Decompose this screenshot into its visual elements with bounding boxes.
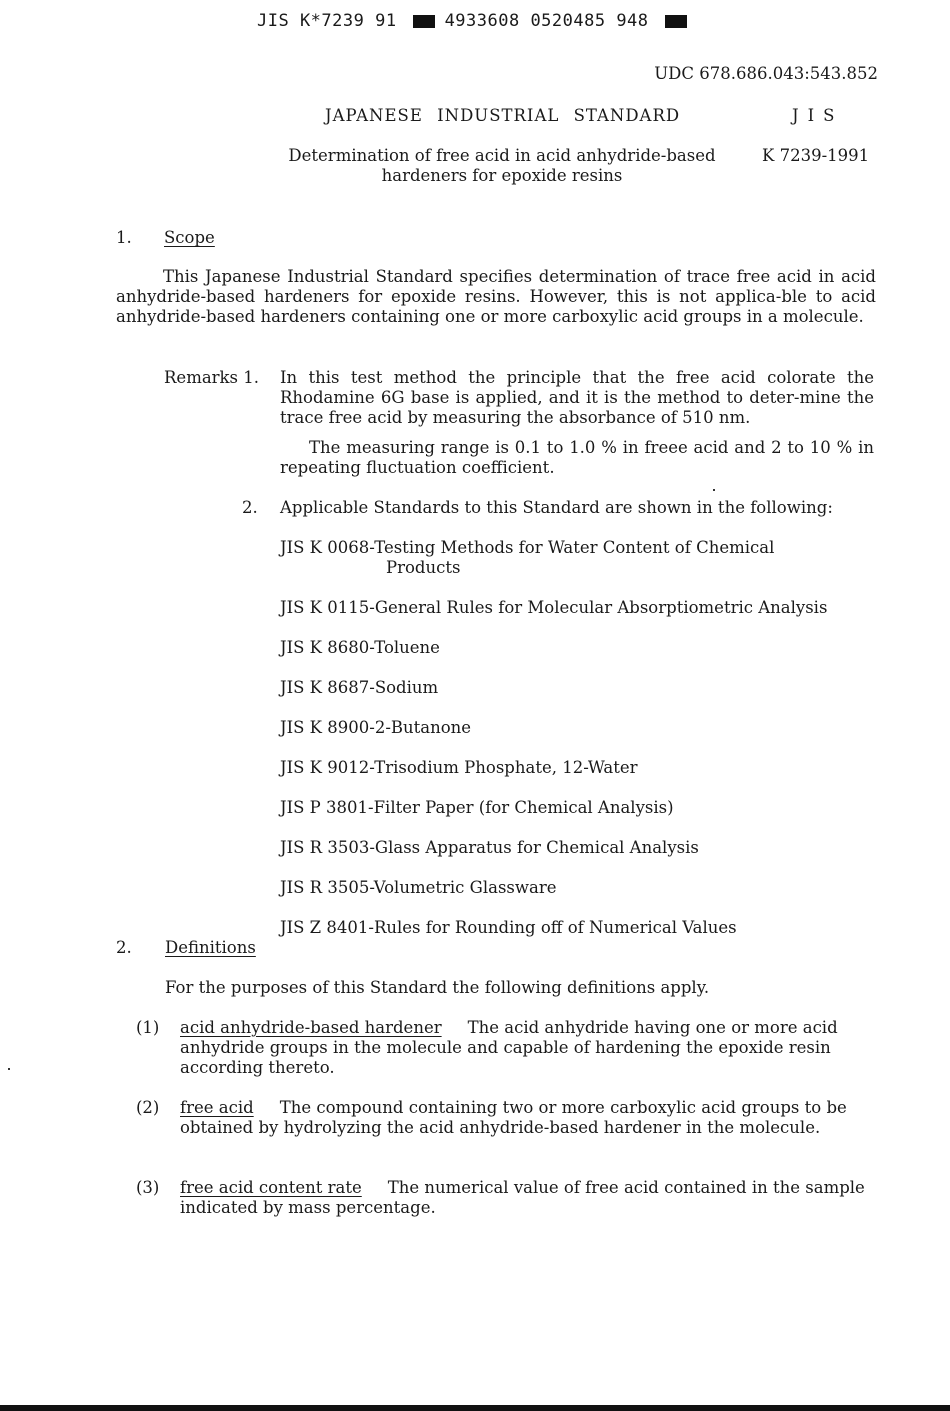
definition-text: The compound containing two or more carboxylic acid groups to be obtained by hydrolyzing the acid anhydride-based hardener in the molecule. bbox=[180, 1098, 847, 1137]
standard-reference: JIS Z 8401-Rules for Rounding off of Numerical Values bbox=[280, 918, 737, 937]
document-code-line bbox=[257, 11, 697, 31]
remark-2-text: Applicable Standards to this Standard are shown in the following: bbox=[280, 498, 833, 517]
definition-item bbox=[180, 1018, 870, 1078]
definition-term: acid anhydride-based hardener bbox=[180, 1018, 442, 1037]
section-title-definitions: Definitions bbox=[165, 938, 256, 957]
standard-reference: JIS K 9012-Trisodium Phosphate, 12-Water bbox=[280, 758, 638, 777]
udc-number: UDC 678.686.043:543.852 bbox=[654, 64, 878, 83]
remark-1-extra: The measuring range is 0.1 to 1.0 % in freee acid and 2 to 10 % in repeating fluctuation coefficient. bbox=[280, 438, 874, 477]
section-number: 1. bbox=[116, 228, 132, 247]
definition-text: The acid anhydride having one or more acid anhydride groups in the molecule and capable of hardening the epoxide resin according thereto. bbox=[180, 1018, 838, 1077]
standard-reference: JIS K 8680-Toluene bbox=[280, 638, 440, 657]
definition-term: free acid content rate bbox=[180, 1178, 362, 1197]
standard-reference: JIS K 8900-2-Butanone bbox=[280, 718, 472, 737]
definition-number: (1) bbox=[136, 1018, 160, 1037]
definition-number: (3) bbox=[136, 1178, 160, 1197]
scope-paragraph: This Japanese Industrial Standard specifies determination of trace free acid in acid anhydride-based hardeners for epoxide resins. However, this is not applica-ble to acid anhydride-based hardeners containing one or more carboxylic acid groups in a molecule. bbox=[116, 267, 876, 326]
scan-speck bbox=[8, 1068, 10, 1070]
definition-term: free acid bbox=[180, 1098, 254, 1117]
section-number: 2. bbox=[116, 938, 132, 957]
section-title-scope: Scope bbox=[164, 228, 215, 247]
remarks-label: Remarks 1. bbox=[164, 368, 260, 387]
standard-reference-continuation: Products bbox=[386, 558, 461, 577]
scan-speck bbox=[713, 489, 715, 491]
definition-item bbox=[180, 1178, 870, 1218]
standard-reference: JIS R 3505-Volumetric Glassware bbox=[280, 878, 557, 897]
page-bottom-edge bbox=[0, 1405, 950, 1411]
remark-1-text: In this test method the principle that the free acid colorate the Rhodamine 6G base is applied, and it is the method to deter-mine the trace free acid by measuring the absorbance of 510 nm. bbox=[280, 368, 874, 427]
definition-number: (2) bbox=[136, 1098, 160, 1117]
remark-2-number: 2. bbox=[242, 498, 258, 517]
document-number: K 7239-1991 bbox=[762, 146, 870, 165]
standard-reference: JIS R 3503-Glass Apparatus for Chemical Analysis bbox=[280, 838, 699, 857]
definition-item bbox=[180, 1098, 870, 1138]
standard-reference: JIS P 3801-Filter Paper (for Chemical Analysis) bbox=[280, 798, 674, 817]
standard-reference: JIS K 0115-General Rules for Molecular Absorptiometric Analysis bbox=[280, 598, 828, 617]
document-title: Determination of free acid in acid anhydride-based hardeners for epoxide resins bbox=[288, 146, 716, 185]
barcode-block bbox=[665, 15, 687, 28]
definitions-intro: For the purposes of this Standard the following definitions apply. bbox=[165, 978, 710, 997]
jis-label: JIS bbox=[792, 106, 844, 125]
code-segment: 4933608 0520485 948 bbox=[444, 11, 649, 31]
standard-reference: JIS K 8687-Sodium bbox=[280, 678, 439, 697]
barcode-block bbox=[413, 15, 435, 28]
code-segment: JIS K*7239 91 bbox=[257, 11, 397, 31]
standard-title: JAPANESE INDUSTRIAL STANDARD bbox=[325, 106, 681, 125]
standard-reference: JIS K 0068-Testing Methods for Water Content of Chemical bbox=[280, 538, 775, 557]
definition-text: The numerical value of free acid contained in the sample indicated by mass percentage. bbox=[180, 1178, 865, 1217]
